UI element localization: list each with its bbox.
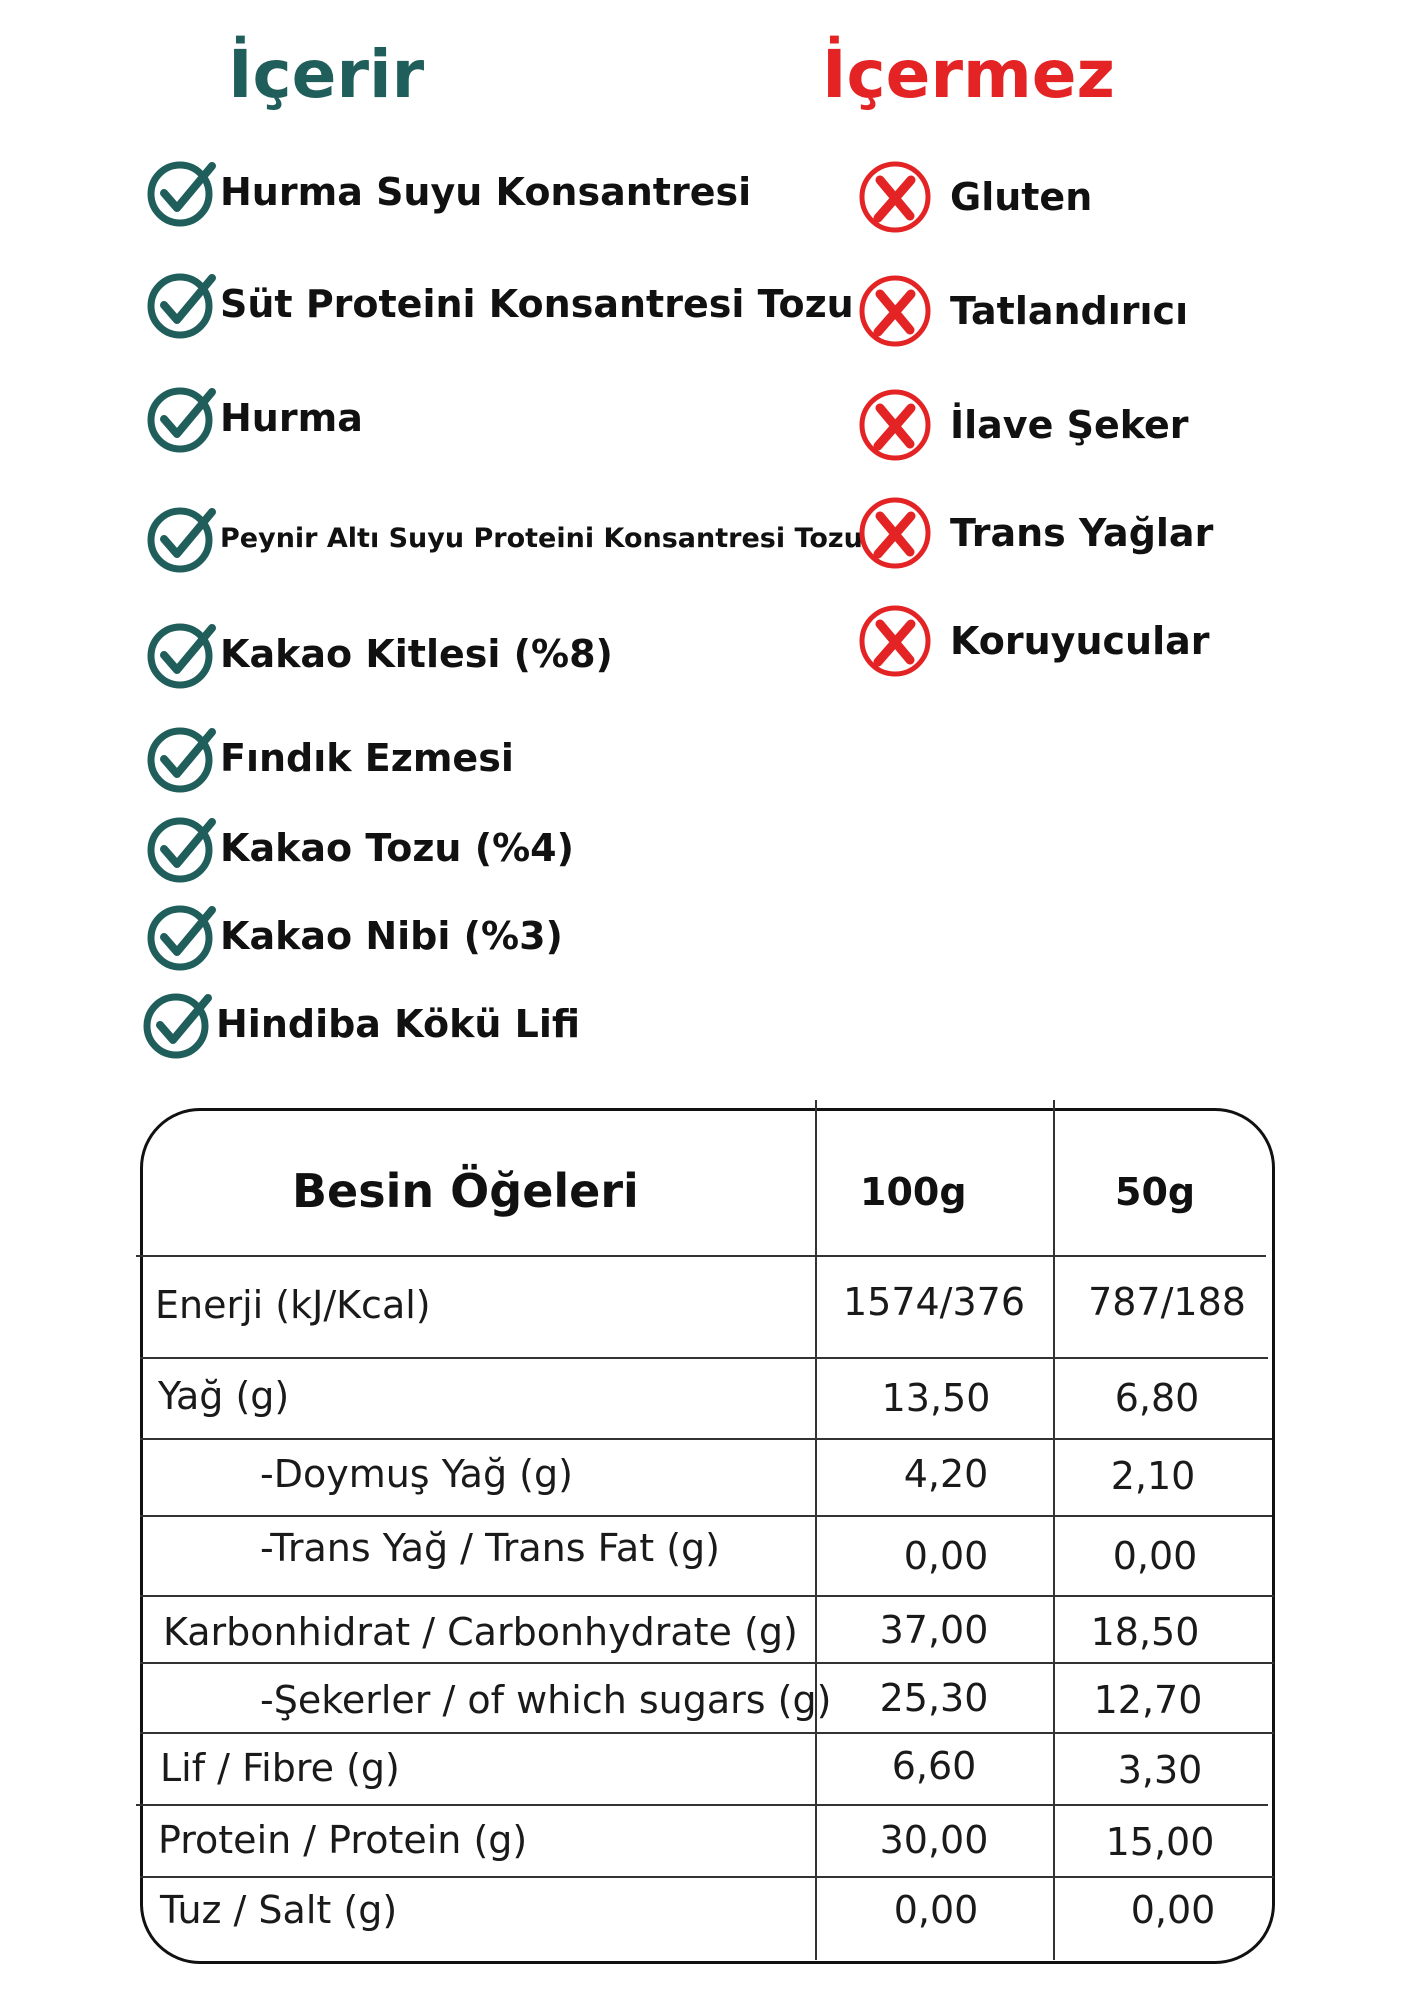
excludes-item-label: Koruyucular (950, 619, 1210, 663)
cross-icon (856, 272, 934, 350)
contains-item-label: Hurma (220, 396, 363, 440)
check-icon (142, 988, 214, 1060)
contains-item-label: Kakao Nibi (%3) (220, 914, 563, 958)
contains-item-label: Kakao Tozu (%4) (220, 826, 574, 870)
check-icon (146, 722, 218, 794)
excludes-item (856, 494, 1213, 572)
contains-item (146, 268, 854, 340)
excludes-item-label: Gluten (950, 175, 1093, 219)
row-divider (140, 1662, 1274, 1664)
excludes-item-label: İlave Şeker (950, 403, 1189, 447)
cross-icon (856, 386, 934, 464)
table-cell-100g: 13,50 (881, 1376, 991, 1420)
contains-item-label: Kakao Kitlesi (%8) (220, 632, 613, 676)
table-row-label: -Doymuş Yağ (g) (260, 1452, 573, 1496)
table-cell-50g: 12,70 (1093, 1678, 1203, 1722)
table-row-label: Enerji (kJ/Kcal) (155, 1283, 431, 1327)
contains-item (146, 618, 613, 690)
cross-icon (856, 602, 934, 680)
table-cell-100g: 6,60 (891, 1744, 977, 1788)
table-cell-100g: 4,20 (903, 1452, 989, 1496)
table-cell-50g: 18,50 (1090, 1610, 1200, 1654)
contains-item-label: Hurma Suyu Konsantresi (220, 170, 752, 214)
table-cell-100g: 37,00 (879, 1608, 989, 1652)
table-cell-50g: 787/188 (1088, 1280, 1246, 1324)
table-header-label: Besin Öğeleri (292, 1164, 639, 1218)
column-divider (1053, 1100, 1055, 1960)
table-row-label: -Trans Yağ / Trans Fat (g) (260, 1526, 720, 1570)
contains-item (146, 502, 863, 574)
cross-icon (856, 158, 934, 236)
table-row-label: -Şekerler / of which sugars (g) (260, 1678, 832, 1722)
row-divider (140, 1876, 1274, 1878)
table-cell-100g: 30,00 (879, 1818, 989, 1862)
row-divider (140, 1357, 1268, 1359)
row-divider (140, 1515, 1272, 1517)
table-cell-50g: 0,00 (1130, 1888, 1216, 1932)
contains-item-label: Hindiba Kökü Lifi (216, 1002, 581, 1046)
column-divider (815, 1100, 817, 1960)
contains-item (146, 382, 363, 454)
contains-item-label: Peynir Altı Suyu Proteini Konsantresi Tozu (220, 522, 863, 554)
table-cell-50g: 3,30 (1117, 1748, 1203, 1792)
table-cell-50g: 2,10 (1110, 1454, 1196, 1498)
check-icon (146, 156, 218, 228)
table-row-label: Karbonhidrat / Carbonhydrate (g) (163, 1610, 798, 1654)
check-icon (146, 268, 218, 340)
check-icon (146, 900, 218, 972)
excludes-item (856, 602, 1210, 680)
contains-item-label: Fındık Ezmesi (220, 736, 514, 780)
contains-item (146, 812, 574, 884)
table-cell-50g: 6,80 (1114, 1376, 1200, 1420)
excludes-item-label: Trans Yağlar (950, 511, 1214, 555)
row-divider (140, 1438, 1272, 1440)
excludes-item (856, 158, 1092, 236)
excludes-item (856, 272, 1188, 350)
table-cell-100g: 1574/376 (842, 1280, 1026, 1324)
check-icon (146, 618, 218, 690)
excludes-item (856, 386, 1188, 464)
table-row-label: Protein / Protein (g) (158, 1818, 528, 1862)
contains-item (146, 156, 751, 228)
contains-item-label: Süt Proteini Konsantresi Tozu (220, 282, 854, 326)
row-divider (140, 1732, 1274, 1734)
check-icon (146, 502, 218, 574)
excludes-heading: İçermez (822, 36, 1115, 113)
row-divider (136, 1255, 1266, 1257)
table-header-50g: 50g (1115, 1170, 1196, 1214)
row-divider (140, 1595, 1274, 1597)
row-divider (136, 1804, 1268, 1806)
cross-icon (856, 494, 934, 572)
contains-heading: İçerir (228, 36, 425, 113)
table-cell-100g: 0,00 (903, 1534, 989, 1578)
contains-item (142, 988, 580, 1060)
excludes-item-label: Tatlandırıcı (950, 289, 1189, 333)
check-icon (146, 382, 218, 454)
table-row-label: Lif / Fibre (g) (160, 1746, 400, 1790)
contains-item (146, 722, 514, 794)
table-cell-100g: 0,00 (893, 1888, 979, 1932)
table-cell-50g: 15,00 (1105, 1820, 1215, 1864)
contains-item (146, 900, 563, 972)
table-row-label: Yağ (g) (158, 1374, 290, 1418)
check-icon (146, 812, 218, 884)
table-cell-100g: 25,30 (879, 1676, 989, 1720)
table-header-100g: 100g (860, 1170, 967, 1214)
table-row-label: Tuz / Salt (g) (160, 1888, 398, 1932)
table-cell-50g: 0,00 (1112, 1534, 1198, 1578)
